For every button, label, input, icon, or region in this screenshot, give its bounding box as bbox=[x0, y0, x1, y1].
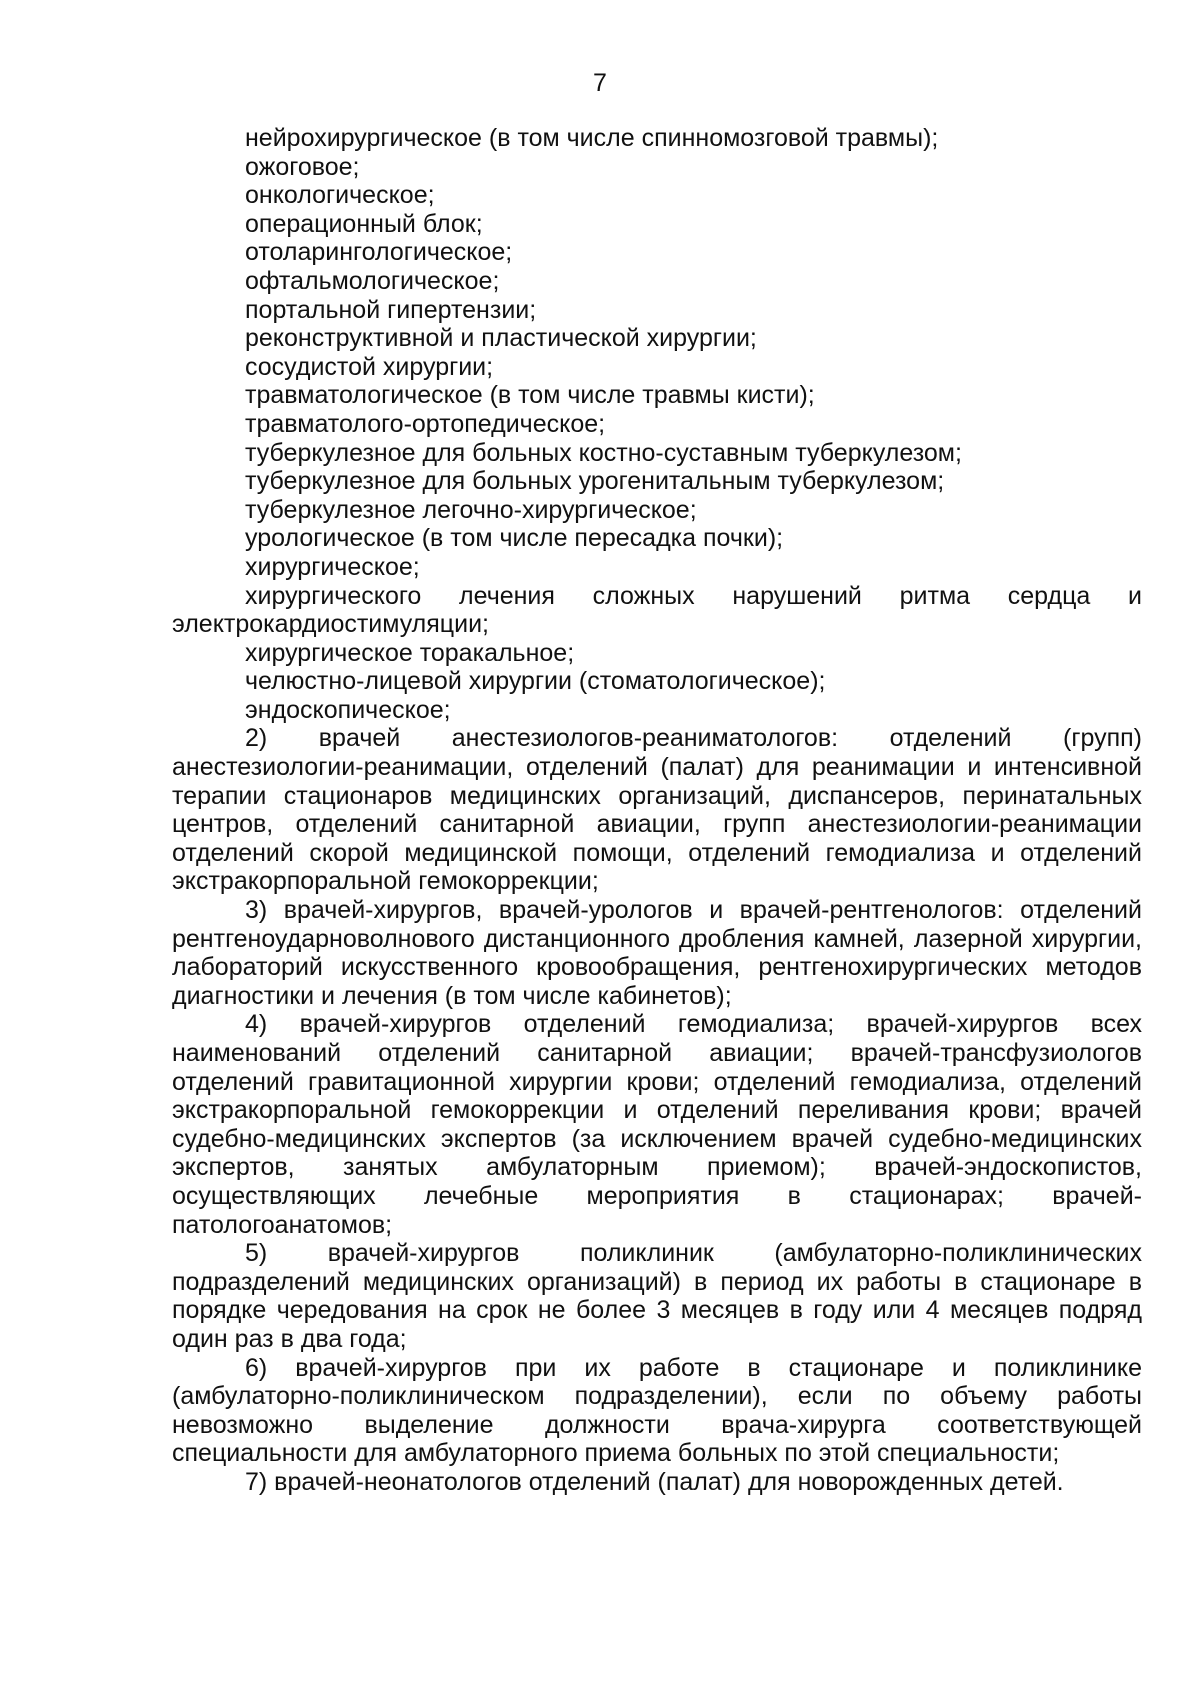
paragraph-7: 7) врачей-неонатологов отделений (палат) для новорожденных детей. bbox=[245, 1467, 1064, 1496]
list-item: туберкулезное для больных костно-суставным туберкулезом; bbox=[245, 438, 962, 467]
paragraph-6: 6) врачей-хирургов при их работе в стационаре и поликлинике (амбулаторно-поликлиническом подразделении), если по объему работы невозможно выделение должности врача-хирурга соответствующей специальности для амбулаторного приема больных по этой специальности; bbox=[172, 1353, 1142, 1468]
list-item: отоларингологическое; bbox=[245, 238, 513, 267]
paragraph-5: 5) врачей-хирургов поликлиник (амбулаторно-поликлинических подразделений медицинских организаций) в период их работы в стационаре в порядке чередования на срок не более 3 месяцев в году или 4 месяцев подряд один раз в два года; bbox=[172, 1239, 1142, 1353]
list-item: урологическое (в том числе пересадка почки); bbox=[245, 524, 784, 553]
list-item: эндоскопическое; bbox=[245, 695, 451, 724]
list-item: хирургическое; bbox=[245, 552, 420, 581]
list-item: хирургическое торакальное; bbox=[245, 638, 575, 667]
list-item: сосудистой хирургии; bbox=[245, 352, 494, 381]
list-item: туберкулезное для больных урогенитальным туберкулезом; bbox=[245, 467, 945, 496]
list-item-wrapped: хирургического лечения сложных нарушений ритма сердца и электрокардиостимуляции; bbox=[172, 581, 1142, 639]
list-item: челюстно-лицевой хирургии (стоматологическое); bbox=[245, 667, 826, 696]
list-item: туберкулезное легочно-хирургическое; bbox=[245, 495, 697, 524]
document-body bbox=[172, 124, 1142, 1497]
page-number: 7 bbox=[593, 69, 607, 97]
list-item: реконструктивной и пластической хирургии; bbox=[245, 324, 757, 353]
list-item: операционный блок; bbox=[245, 209, 483, 238]
list-item: портальной гипертензии; bbox=[245, 295, 537, 324]
list-item: нейрохирургическое (в том числе спинномозговой травмы); bbox=[245, 124, 939, 152]
list-item: травматолого-ортопедическое; bbox=[245, 409, 606, 438]
paragraph-2: 2) врачей анестезиологов-реаниматологов: отделений (групп) анестезиологии-реанимации, отделений (палат) для реанимации и интенсивной терапии стационаров медицинских организаций, диспансеров, перинатальных центров, отделений санитарной авиации, групп анестезиологии-реанимации отделений скорой медицинской помощи, отделений гемодиализа и отделений экстракорпоральной гемокоррекции; bbox=[172, 724, 1142, 896]
paragraph-3: 3) врачей-хирургов, врачей-урологов и врачей-рентгенологов: отделений рентгеноударноволнового дистанционного дробления камней, лазерной хирургии, лабораторий искусственного кровообращения, рентгенохирургических методов диагностики и лечения (в том числе кабинетов); bbox=[172, 896, 1142, 1010]
paragraph-4: 4) врачей-хирургов отделений гемодиализа; врачей-хирургов всех наименований отделений санитарной авиации; врачей-трансфузиологов отделений гравитационной хирургии крови; отделений гемодиализа, отделений экстракорпоральной гемокоррекции и отделений переливания крови; врачей судебно-медицинских экспертов (за исключением врачей судебно-медицинских экспертов, занятых амбулаторным приемом); врачей-эндоскопистов, осуществляющих лечебные мероприятия в стационарах; врачей-патологоанатомов; bbox=[172, 1010, 1142, 1239]
list-item: офтальмологическое; bbox=[245, 266, 500, 295]
list-item: онкологическое; bbox=[245, 181, 435, 210]
list-item: ожоговое; bbox=[245, 152, 360, 181]
list-item: травматологическое (в том числе травмы кисти); bbox=[245, 381, 815, 410]
